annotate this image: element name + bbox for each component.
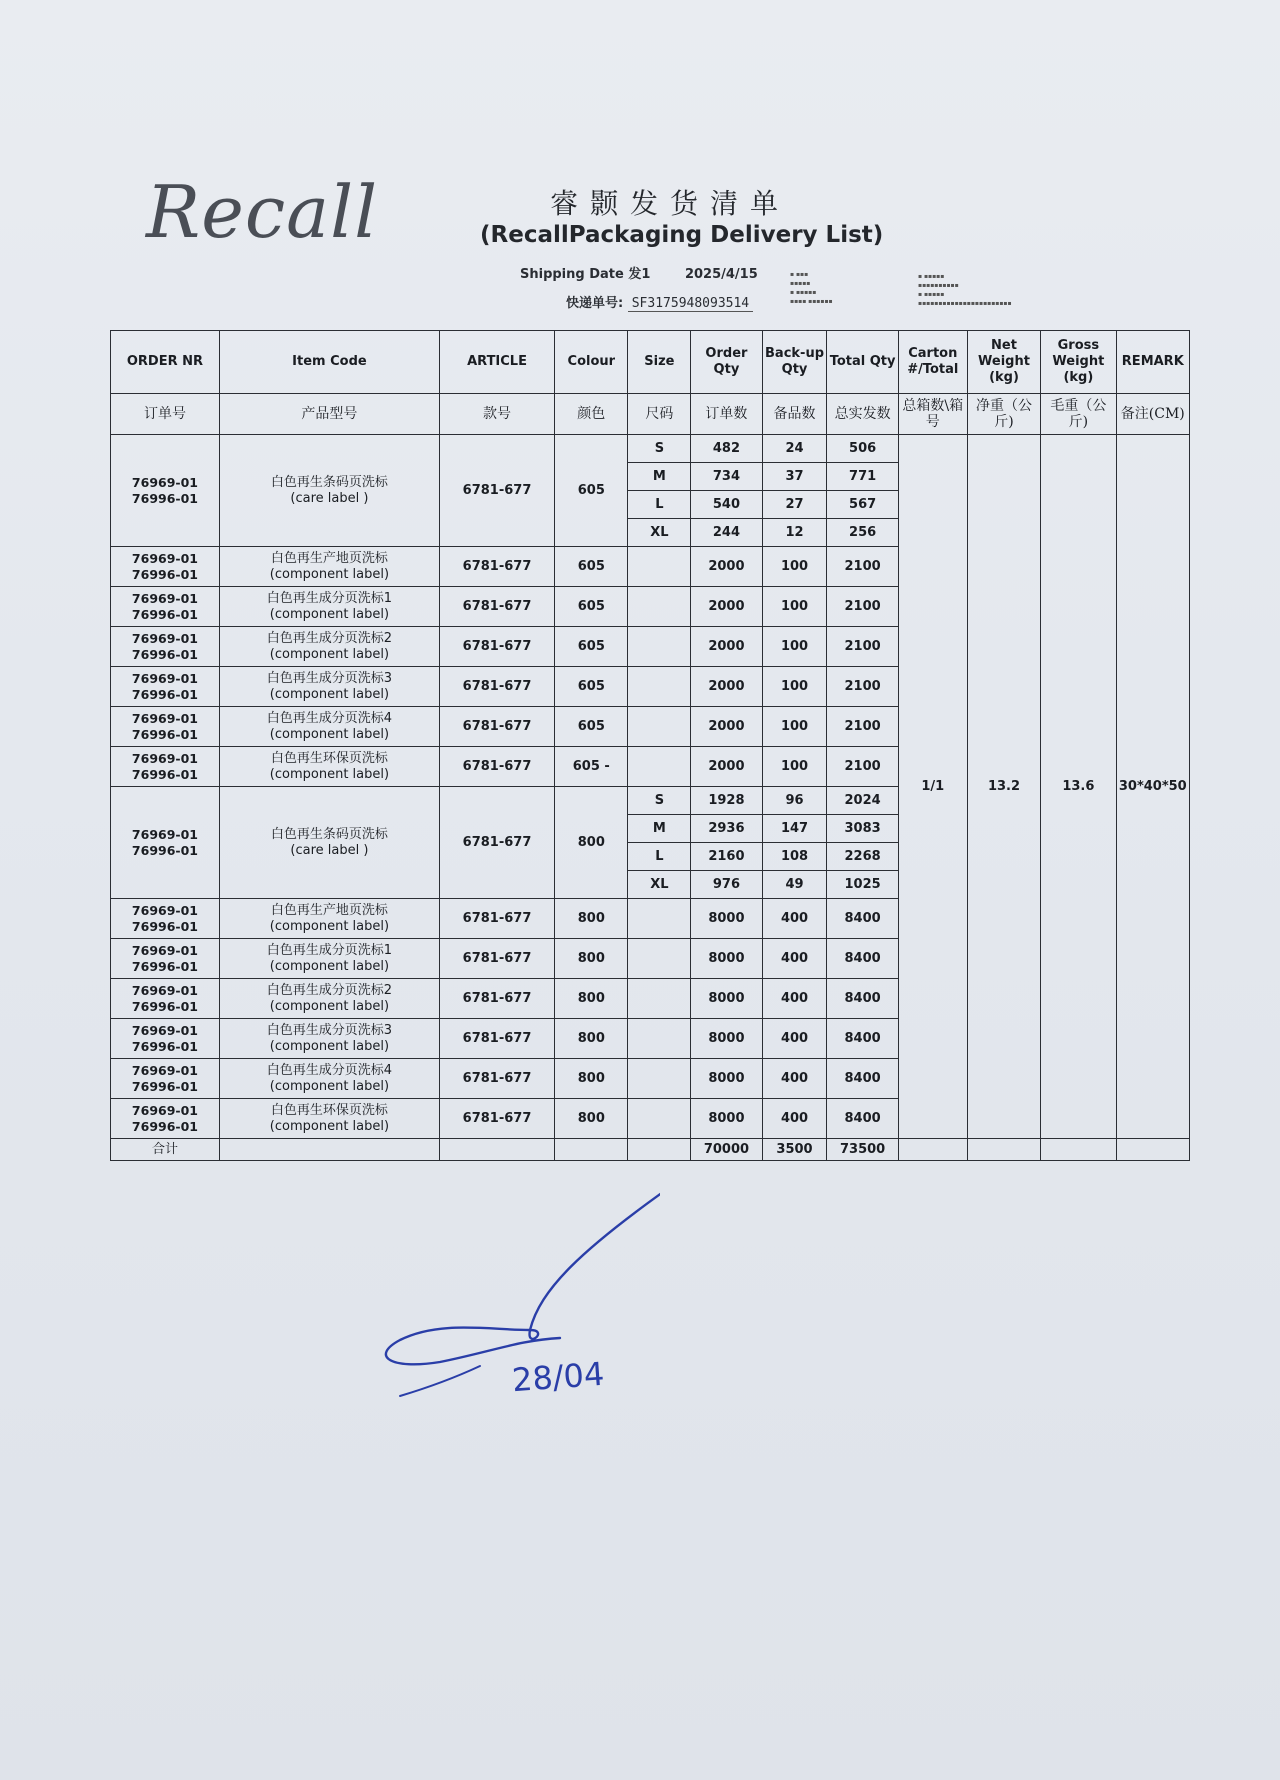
colour-cell: 800 xyxy=(555,1019,628,1059)
column-header: Total Qty xyxy=(827,331,898,394)
qty-cell: 8000 xyxy=(691,979,762,1019)
item-name-en: (component label) xyxy=(269,606,390,622)
backup-cell: 96 xyxy=(762,787,827,815)
article-cell: 6781-677 xyxy=(439,627,554,667)
size-cell xyxy=(628,939,691,979)
order-cell: 734 xyxy=(691,463,762,491)
order-number-cell: 76969-01 76996-01 xyxy=(111,627,220,667)
total-cell: 2100 xyxy=(827,747,898,787)
size-cell: S xyxy=(628,435,691,463)
item-name-en: (component label) xyxy=(269,686,390,702)
remark-cell: 30*40*50 xyxy=(1116,435,1189,1139)
column-header-cn: 订单数 xyxy=(691,394,762,435)
empty-cell xyxy=(439,1139,554,1161)
empty-cell xyxy=(898,1139,967,1161)
total-cell: 256 xyxy=(827,519,898,547)
item-code-cell xyxy=(219,667,439,707)
order-number-cell: 76969-01 76996-01 xyxy=(111,939,220,979)
item-name-cn: 白色再生成分页洗标4 xyxy=(266,1062,393,1078)
total-cell: 2100 xyxy=(827,587,898,627)
column-header: Carton #/Total xyxy=(898,331,967,394)
item-name-cn: 白色再生成分页洗标1 xyxy=(266,942,393,958)
size-cell: XL xyxy=(628,519,691,547)
column-header-cn: 颜色 xyxy=(555,394,628,435)
column-header: Net Weight (kg) xyxy=(967,331,1040,394)
size-cell xyxy=(628,899,691,939)
article-cell: 6781-677 xyxy=(439,1019,554,1059)
order-cell: 482 xyxy=(691,435,762,463)
column-header: Size xyxy=(628,331,691,394)
item-name-cn: 白色再生条码页洗标 xyxy=(270,826,388,842)
backup-cell: 400 xyxy=(762,899,827,939)
item-name-cn: 白色再生环保页洗标 xyxy=(270,1102,388,1118)
backup-cell: 100 xyxy=(762,747,827,787)
total-cell: 2268 xyxy=(827,843,898,871)
total-backup-qty: 3500 xyxy=(762,1139,827,1161)
colour-cell: 800 xyxy=(555,1059,628,1099)
item-code-cell xyxy=(219,587,439,627)
backup-cell: 100 xyxy=(762,667,827,707)
item-name-en: (component label) xyxy=(269,1038,390,1054)
colour-cell: 800 xyxy=(555,939,628,979)
article-cell: 6781-677 xyxy=(439,899,554,939)
column-header-cn: 备注(CM) xyxy=(1116,394,1189,435)
order-number-cell: 76969-01 76996-01 xyxy=(111,979,220,1019)
column-header-cn: 订单号 xyxy=(111,394,220,435)
backup-cell: 147 xyxy=(762,815,827,843)
order-cell: 244 xyxy=(691,519,762,547)
colour-cell: 800 xyxy=(555,787,628,899)
article-cell: 6781-677 xyxy=(439,747,554,787)
size-cell xyxy=(628,1099,691,1139)
size-cell: M xyxy=(628,463,691,491)
article-cell: 6781-677 xyxy=(439,435,554,547)
qty-cell: 8000 xyxy=(691,899,762,939)
order-number-cell: 76969-01 76996-01 xyxy=(111,707,220,747)
header-row-cn xyxy=(111,394,1190,435)
order-cell: 976 xyxy=(691,871,762,899)
order-number-cell: 76969-01 76996-01 xyxy=(111,1019,220,1059)
backup-cell: 100 xyxy=(762,627,827,667)
total-cell: 8400 xyxy=(827,1019,898,1059)
colour-cell: 605 xyxy=(555,667,628,707)
order-number-cell: 76969-01 76996-01 xyxy=(111,1059,220,1099)
column-header-cn: 产品型号 xyxy=(219,394,439,435)
article-cell: 6781-677 xyxy=(439,587,554,627)
item-name-en: (component label) xyxy=(269,726,390,742)
total-cell: 8400 xyxy=(827,899,898,939)
item-name-en: (care label ) xyxy=(290,842,369,858)
tracking-row xyxy=(566,292,753,312)
item-name-en: (care label ) xyxy=(290,490,369,506)
item-name-cn: 白色再生成分页洗标1 xyxy=(266,590,393,606)
item-name-cn: 白色再生成分页洗标4 xyxy=(266,710,393,726)
order-number-cell: 76969-01 76996-01 xyxy=(111,1099,220,1139)
column-header: REMARK xyxy=(1116,331,1189,394)
backup-cell: 24 xyxy=(762,435,827,463)
colour-cell: 605 xyxy=(555,547,628,587)
total-cell: 2024 xyxy=(827,787,898,815)
item-code-cell xyxy=(219,1099,439,1139)
article-cell: 6781-677 xyxy=(439,667,554,707)
item-code-cell xyxy=(219,707,439,747)
column-header-cn: 尺码 xyxy=(628,394,691,435)
item-name-en: (component label) xyxy=(269,958,390,974)
total-qty: 73500 xyxy=(827,1139,898,1161)
total-cell: 506 xyxy=(827,435,898,463)
colour-cell: 605 xyxy=(555,627,628,667)
shipping-date-label: Shipping Date 发1 xyxy=(520,267,651,282)
item-code-cell xyxy=(219,435,439,547)
backup-cell: 100 xyxy=(762,587,827,627)
qty-cell: 2000 xyxy=(691,667,762,707)
article-cell: 6781-677 xyxy=(439,1059,554,1099)
order-cell: 540 xyxy=(691,491,762,519)
item-name-cn: 白色再生产地页洗标 xyxy=(270,550,388,566)
item-name-cn: 白色再生成分页洗标3 xyxy=(266,670,393,686)
item-name-en: (component label) xyxy=(269,566,390,582)
column-header: Back-up Qty xyxy=(762,331,827,394)
order-cell: 2160 xyxy=(691,843,762,871)
total-cell: 3083 xyxy=(827,815,898,843)
item-code-cell xyxy=(219,1059,439,1099)
table-row xyxy=(111,435,1190,463)
item-name-en: (component label) xyxy=(269,646,390,662)
order-number-cell: 76969-01 76996-01 xyxy=(111,547,220,587)
net-weight-cell: 13.2 xyxy=(967,435,1040,1139)
article-cell: 6781-677 xyxy=(439,707,554,747)
size-cell xyxy=(628,1059,691,1099)
qty-cell: 8000 xyxy=(691,1099,762,1139)
order-number-cell: 76969-01 76996-01 xyxy=(111,667,220,707)
tracking-label: 快递单号: xyxy=(566,296,624,311)
article-cell: 6781-677 xyxy=(439,547,554,587)
column-header: Item Code xyxy=(219,331,439,394)
qty-cell: 8000 xyxy=(691,939,762,979)
item-name-cn: 白色再生成分页洗标2 xyxy=(266,982,393,998)
qty-cell: 2000 xyxy=(691,547,762,587)
qty-cell: 2000 xyxy=(691,627,762,667)
order-cell: 2936 xyxy=(691,815,762,843)
item-name-en: (component label) xyxy=(269,766,390,782)
backup-cell: 400 xyxy=(762,1099,827,1139)
qty-cell: 2000 xyxy=(691,707,762,747)
backup-cell: 400 xyxy=(762,1019,827,1059)
item-code-cell xyxy=(219,787,439,899)
tracking-number: SF3175948093514 xyxy=(628,296,753,312)
faint-waybill-text-a: ▪ ▪▪▪ ▪▪▪▪▪ ▪ ▪▪▪▪▪ ▪▪▪▪ ▪▪▪▪▪▪ xyxy=(790,271,833,305)
size-cell: L xyxy=(628,491,691,519)
colour-cell: 605 xyxy=(555,587,628,627)
order-number-cell: 76969-01 76996-01 xyxy=(111,787,220,899)
backup-cell: 49 xyxy=(762,871,827,899)
colour-cell: 605 - xyxy=(555,747,628,787)
column-header-cn: 备品数 xyxy=(762,394,827,435)
size-cell xyxy=(628,1019,691,1059)
total-cell: 8400 xyxy=(827,979,898,1019)
size-cell xyxy=(628,747,691,787)
backup-cell: 27 xyxy=(762,491,827,519)
item-code-cell xyxy=(219,939,439,979)
empty-cell xyxy=(628,1139,691,1161)
empty-cell xyxy=(967,1139,1040,1161)
item-name-cn: 白色再生成分页洗标2 xyxy=(266,630,393,646)
backup-cell: 400 xyxy=(762,979,827,1019)
backup-cell: 12 xyxy=(762,519,827,547)
size-cell xyxy=(628,547,691,587)
article-cell: 6781-677 xyxy=(439,979,554,1019)
column-header-cn: 总箱数\箱号 xyxy=(898,394,967,435)
backup-cell: 100 xyxy=(762,547,827,587)
backup-cell: 400 xyxy=(762,1059,827,1099)
empty-cell xyxy=(555,1139,628,1161)
backup-cell: 37 xyxy=(762,463,827,491)
total-cell: 2100 xyxy=(827,547,898,587)
totals-label: 合计 xyxy=(111,1139,220,1161)
delivery-table xyxy=(110,330,1190,1161)
order-cell: 1928 xyxy=(691,787,762,815)
qty-cell: 2000 xyxy=(691,587,762,627)
order-number-cell: 76969-01 76996-01 xyxy=(111,435,220,547)
title-english: (RecallPackaging Delivery List) xyxy=(480,222,884,248)
colour-cell: 605 xyxy=(555,707,628,747)
size-cell: XL xyxy=(628,871,691,899)
column-header-cn: 毛重（公斤) xyxy=(1041,394,1116,435)
colour-cell: 800 xyxy=(555,979,628,1019)
column-header: Gross Weight (kg) xyxy=(1041,331,1116,394)
gross-weight-cell: 13.6 xyxy=(1041,435,1116,1139)
colour-cell: 800 xyxy=(555,1099,628,1139)
company-logo: Recall xyxy=(146,170,379,254)
total-cell: 567 xyxy=(827,491,898,519)
size-cell xyxy=(628,979,691,1019)
total-cell: 2100 xyxy=(827,667,898,707)
item-name-en: (component label) xyxy=(269,1078,390,1094)
faint-waybill-text-b: ▪ ▪▪▪▪▪ ▪▪▪▪▪▪▪▪▪▪ ▪ ▪▪▪▪▪ ▪▪▪▪▪▪▪▪▪▪▪▪▪▪▪▪▪▪▪▪▪▪▪ xyxy=(918,273,1012,307)
item-name-cn: 白色再生环保页洗标 xyxy=(270,750,388,766)
size-cell xyxy=(628,587,691,627)
qty-cell: 8000 xyxy=(691,1059,762,1099)
item-code-cell xyxy=(219,747,439,787)
size-cell xyxy=(628,627,691,667)
order-number-cell: 76969-01 76996-01 xyxy=(111,899,220,939)
size-cell: M xyxy=(628,815,691,843)
carton-cell: 1/1 xyxy=(898,435,967,1139)
title-chinese: 睿颢发货清单 xyxy=(550,187,791,220)
colour-cell: 605 xyxy=(555,435,628,547)
header-row-en xyxy=(111,331,1190,394)
item-name-en: (component label) xyxy=(269,1118,390,1134)
backup-cell: 108 xyxy=(762,843,827,871)
backup-cell: 400 xyxy=(762,939,827,979)
column-header-cn: 净重（公斤) xyxy=(967,394,1040,435)
item-name-cn: 白色再生条码页洗标 xyxy=(270,474,388,490)
empty-cell xyxy=(1116,1139,1189,1161)
total-cell: 2100 xyxy=(827,707,898,747)
article-cell: 6781-677 xyxy=(439,1099,554,1139)
shipping-date-row xyxy=(520,263,758,282)
item-name-cn: 白色再生成分页洗标3 xyxy=(266,1022,393,1038)
item-name-en: (component label) xyxy=(269,918,390,934)
article-cell: 6781-677 xyxy=(439,787,554,899)
total-cell: 8400 xyxy=(827,1059,898,1099)
item-code-cell xyxy=(219,627,439,667)
empty-cell xyxy=(219,1139,439,1161)
item-code-cell xyxy=(219,547,439,587)
column-header-cn: 总实发数 xyxy=(827,394,898,435)
article-cell: 6781-677 xyxy=(439,939,554,979)
qty-cell: 2000 xyxy=(691,747,762,787)
column-header: ARTICLE xyxy=(439,331,554,394)
total-cell: 2100 xyxy=(827,627,898,667)
total-cell: 771 xyxy=(827,463,898,491)
totals-row xyxy=(111,1139,1190,1161)
size-cell: S xyxy=(628,787,691,815)
total-cell: 8400 xyxy=(827,939,898,979)
size-cell: L xyxy=(628,843,691,871)
order-number-cell: 76969-01 76996-01 xyxy=(111,587,220,627)
column-header: Colour xyxy=(555,331,628,394)
backup-cell: 100 xyxy=(762,707,827,747)
empty-cell xyxy=(1041,1139,1116,1161)
item-code-cell xyxy=(219,979,439,1019)
column-header: ORDER NR xyxy=(111,331,220,394)
item-name-en: (component label) xyxy=(269,998,390,1014)
total-cell: 1025 xyxy=(827,871,898,899)
item-code-cell xyxy=(219,1019,439,1059)
item-code-cell xyxy=(219,899,439,939)
total-order-qty: 70000 xyxy=(691,1139,762,1161)
item-name-cn: 白色再生产地页洗标 xyxy=(270,902,388,918)
order-number-cell: 76969-01 76996-01 xyxy=(111,747,220,787)
column-header: Order Qty xyxy=(691,331,762,394)
column-header-cn: 款号 xyxy=(439,394,554,435)
qty-cell: 8000 xyxy=(691,1019,762,1059)
size-cell xyxy=(628,707,691,747)
shipping-date-value: 2025/4/15 xyxy=(684,267,758,282)
total-cell: 8400 xyxy=(827,1099,898,1139)
signature-date: 28/04 xyxy=(510,1354,606,1400)
size-cell xyxy=(628,667,691,707)
colour-cell: 800 xyxy=(555,899,628,939)
